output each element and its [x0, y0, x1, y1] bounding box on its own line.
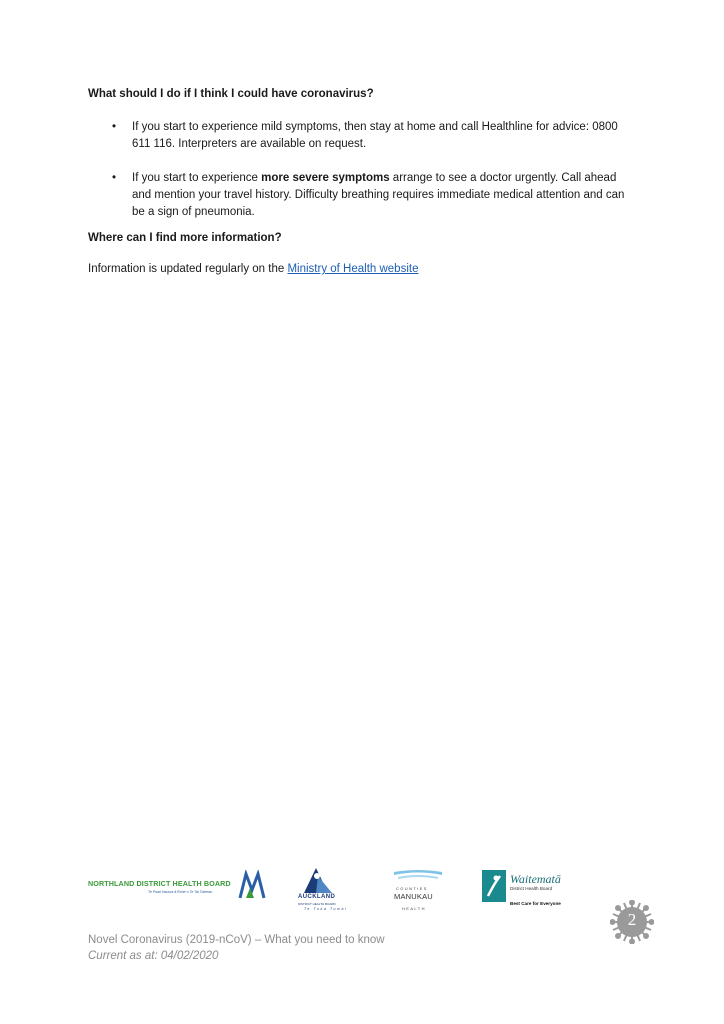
counties-line3: HEALTH	[402, 906, 426, 911]
waitemata-subtitle: District Health Board	[510, 886, 553, 891]
footer-date: Current as at: 04/02/2020	[88, 950, 219, 962]
waitemata-dhb-logo	[482, 870, 582, 914]
bullet-icon: •	[112, 121, 117, 133]
page-number: 2	[627, 910, 637, 929]
footer-title: Novel Coronavirus (2019-nCoV) – What you need to know	[88, 934, 385, 946]
page-number-badge	[610, 900, 654, 944]
bullet-text: If you start to experience mild symptoms, then stay at home and call Healthline for advice: 0800 611 116. Interpreters are available on request.	[132, 121, 618, 150]
northland-dhb-logo	[88, 870, 268, 910]
auckland-dhb-name: AUCKLAND	[298, 894, 336, 900]
section-heading-info: Where can I find more information?	[88, 232, 282, 244]
section-heading-symptoms: What should I do if I think I could have coronavirus?	[88, 88, 374, 100]
bold-phrase: more severe symptoms	[261, 172, 390, 184]
auckland-dhb-motto: Te Toka Tumai	[304, 907, 348, 911]
northland-dhb-subtitle: Te Poari Hauora ā Rohe o Te Tai Tokerau	[148, 890, 213, 894]
auckland-dhb-logo	[296, 864, 352, 914]
counties-line1: COUNTIES	[396, 886, 428, 891]
northland-dhb-name: NORTHLAND DISTRICT HEALTH BOARD	[88, 879, 231, 888]
counties-wave-icon	[392, 868, 444, 884]
waitemata-name: Waitematā	[510, 872, 561, 886]
waitemata-mark-icon	[482, 870, 506, 902]
bullet-icon: •	[112, 172, 117, 184]
ministry-of-health-link[interactable]: Ministry of Health website	[287, 263, 419, 275]
info-paragraph: Information is updated regularly on the Ministry of Health website	[88, 263, 419, 275]
counties-manukau-logo	[392, 868, 444, 916]
bullet-text: If you start to experience more severe symptoms arrange to see a doctor urgently. Call ahead and mention your travel history. Difficulty breathing requires immediate medical attention and can be a sign of pneumonia.	[132, 172, 625, 218]
auckland-mark-icon	[296, 864, 352, 894]
northland-mark-icon	[238, 870, 266, 900]
waitemata-tagline: Best Care for Everyone	[510, 901, 561, 906]
auckland-dhb-subtitle: DISTRICT HEALTH BOARD	[298, 902, 336, 906]
counties-line2: MANUKAU	[394, 892, 433, 901]
